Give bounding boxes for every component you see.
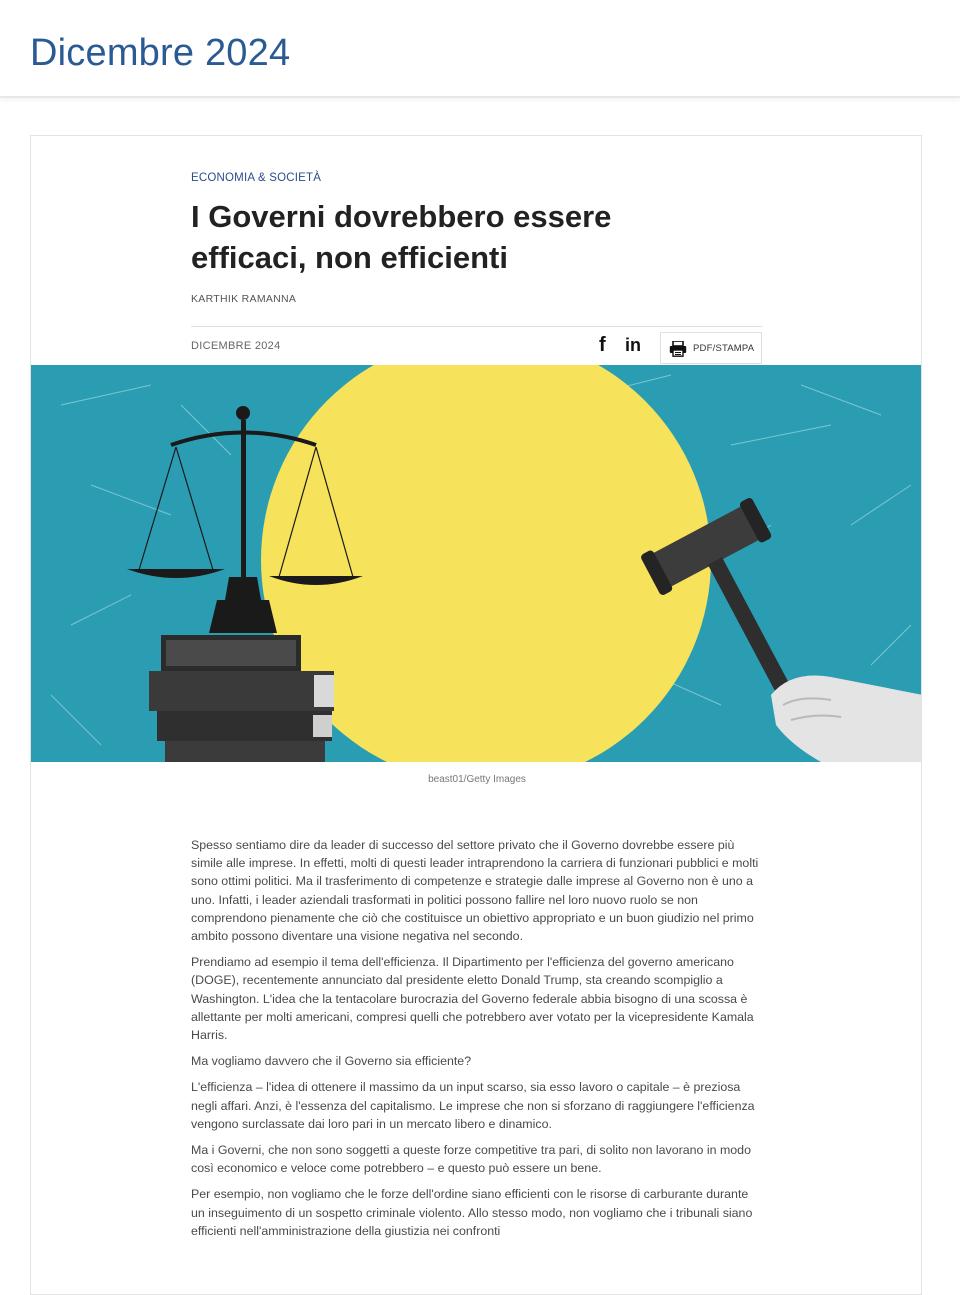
page-title: Dicembre 2024: [30, 32, 291, 74]
article-date: DICEMBRE 2024: [191, 340, 281, 352]
paragraph: Per esempio, non vogliamo che le forze dell'ordine siano efficienti con le risorse di carburante durante un inseguimento di un sospetto criminale violento. Allo stesso modo, non vogliamo che i tribunali siano efficienti nell'amministrazione della giustizia nei confronti: [191, 1187, 753, 1238]
image-caption: beast01/Getty Images: [428, 774, 526, 785]
article-body: [191, 836, 763, 1248]
paragraph: Ma i Governi, che non sono soggetti a queste forze competitive tra pari, di solito non lavorano in modo così economico e veloce come potrebbero – e questo può essere un bene.: [191, 1143, 751, 1176]
paragraph: Ma vogliamo davvero che il Governo sia efficiente?: [191, 1054, 472, 1069]
hero-illustration: [31, 365, 922, 762]
paragraph: Spesso sentiamo dire da leader di successo del settore privato che il Governo dovrebbe essere più simile alle imprese. In effetti, molti di questi leader intraprendono la carriera di funzionari pubblici e molti sono ottimi politici. Ma il trasferimento di competenze e strategie dalle imprese al Governo non è uno a uno. Infatti, i leader aziendali trasformati in politici possono fallire nel loro nuovo ruolo se non comprendono pienamente che ciò che costituisce un obiettivo appropriato e un buon giudizio nel primo ambito possono diventare una visione negativa nel secondo.: [191, 838, 759, 944]
page-header: [0, 0, 960, 98]
article-category[interactable]: ECONOMIA & SOCIETÀ: [191, 172, 322, 184]
article-author[interactable]: KARTHIK RAMANNA: [191, 293, 297, 305]
paragraph: L'efficienza – l'idea di ottenere il massimo da un input scarso, sia esso lavoro o capitale – è preziosa negli affari. Anzi, è l'essenza del capitalismo. Le imprese che non si sforzano di raggiungere l'efficienza vengono surclassate dai loro pari in un mercato libero e dinamico.: [191, 1080, 755, 1131]
linkedin-icon[interactable]: in: [625, 335, 641, 355]
printer-icon: [669, 341, 687, 357]
article-hero-image: [31, 365, 922, 762]
article-card: [30, 135, 922, 1295]
paragraph: Prendiamo ad esempio il tema dell'efficienza. Il Dipartimento per l'efficienza del governo americano (DOGE), recentemente annunciato dal presidente eletto Donald Trump, sta creando scompiglio a Washington. L'idea che la tentacolare burocrazia del Governo federale abbia bisogno di una scossa è allettante per molti americani, compresi quelli che potrebbero aver votato per la vicepresidente Kamala Harris.: [191, 955, 754, 1043]
print-label: PDF/STAMPA: [693, 343, 755, 354]
facebook-icon[interactable]: f: [599, 334, 606, 356]
print-button[interactable]: [660, 332, 762, 364]
article-title: I Governi dovrebbero essere efficaci, non efficienti: [191, 199, 612, 275]
article-meta-row: [191, 326, 762, 364]
